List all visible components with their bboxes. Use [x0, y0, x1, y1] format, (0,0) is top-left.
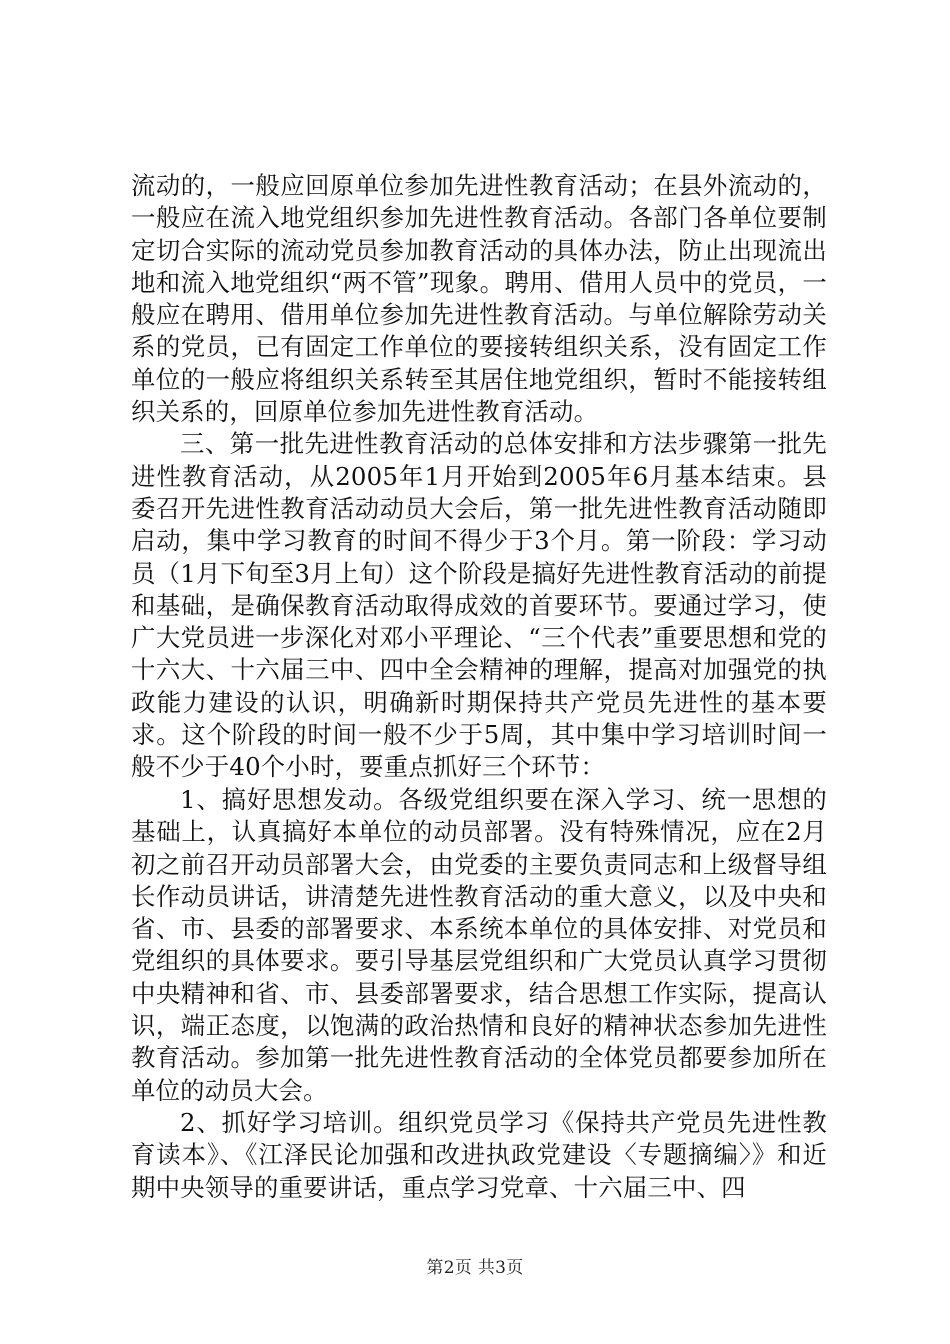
body-text-bottom	[131, 784, 827, 1204]
paragraph-1: 流动的，一般应回原单位参加先进性教育活动；在县外流动的，一般应在流入地党组织参加先进性教育活动。各部门各单位要制定切合实际的流动党员参加教育活动的具体办法，防止出现流出地和流入地党组织“两不管”现象。聘用、借用人员中的党员，一般应在聘用、借用单位参加先进性教育活动。与单位解除劳动关系的党员，已有固定工作单位的要接转组织关系，没有固定工作单位的一般应将组织关系转至其居住地党组织，暂时不能接转组织关系的，回原单位参加先进性教育活动。	[131, 171, 827, 427]
paragraph-4: 2、抓好学习培训。组织党员学习《保持共产党员先进性教育读本》、《江泽民论加强和改进执政党建设〈专题摘编〉》和近期中央领导的重要讲话，重点学习党章、十六届三中、四	[131, 1107, 827, 1202]
paragraph-2: 三、第一批先进性教育活动的总体安排和方法步骤第一批先进性教育活动，从2005年1月开始到2005年6月基本结束。县委召开先进性教育活动动员大会后，第一批先进性教育活动随即启动，集中学习教育的时间不得少于3个月。第一阶段：学习动员（1月下旬至3月上旬）这个阶段是搞好先进性教育活动的前提和基础，是确保教育活动取得成效的首要环节。要通过学习，使广大党员进一步深化对邓小平理论、“三个代表”重要思想和党的十六大、十六届三中、四中全会精神的理解，提高对加强党的执政能力建设的认识，明确新时期保持共产党员先进性的基本要求。这个阶段的时间一般不少于5周，其中集中学习培训时间一般不少于40个小时，要重点抓好三个环节：	[131, 429, 827, 782]
paragraph-3: 1、搞好思想发动。各级党组织要在深入学习、统一思想的基础上，认真搞好本单位的动员部署。没有特殊情况，应在2月初之前召开动员部署大会，由党委的主要负责同志和上级督导组长作动员讲话，讲清楚先进性教育活动的重大意义，以及中央和省、市、县委的部署要求、本系统本单位的具体安排、对党员和党组织的具体要求。要引导基层党组织和广大党员认真学习贯彻中央精神和省、市、县委部署要求，结合思想工作实际，提高认识，端正态度，以饱满的政治热情和良好的精神状态参加先进性教育活动。参加第一批先进性教育活动的全体党员都要参加所在单位的动员大会。	[131, 785, 827, 1105]
page-footer: 第2页 共3页	[426, 1258, 524, 1278]
body-text-top	[131, 170, 827, 784]
